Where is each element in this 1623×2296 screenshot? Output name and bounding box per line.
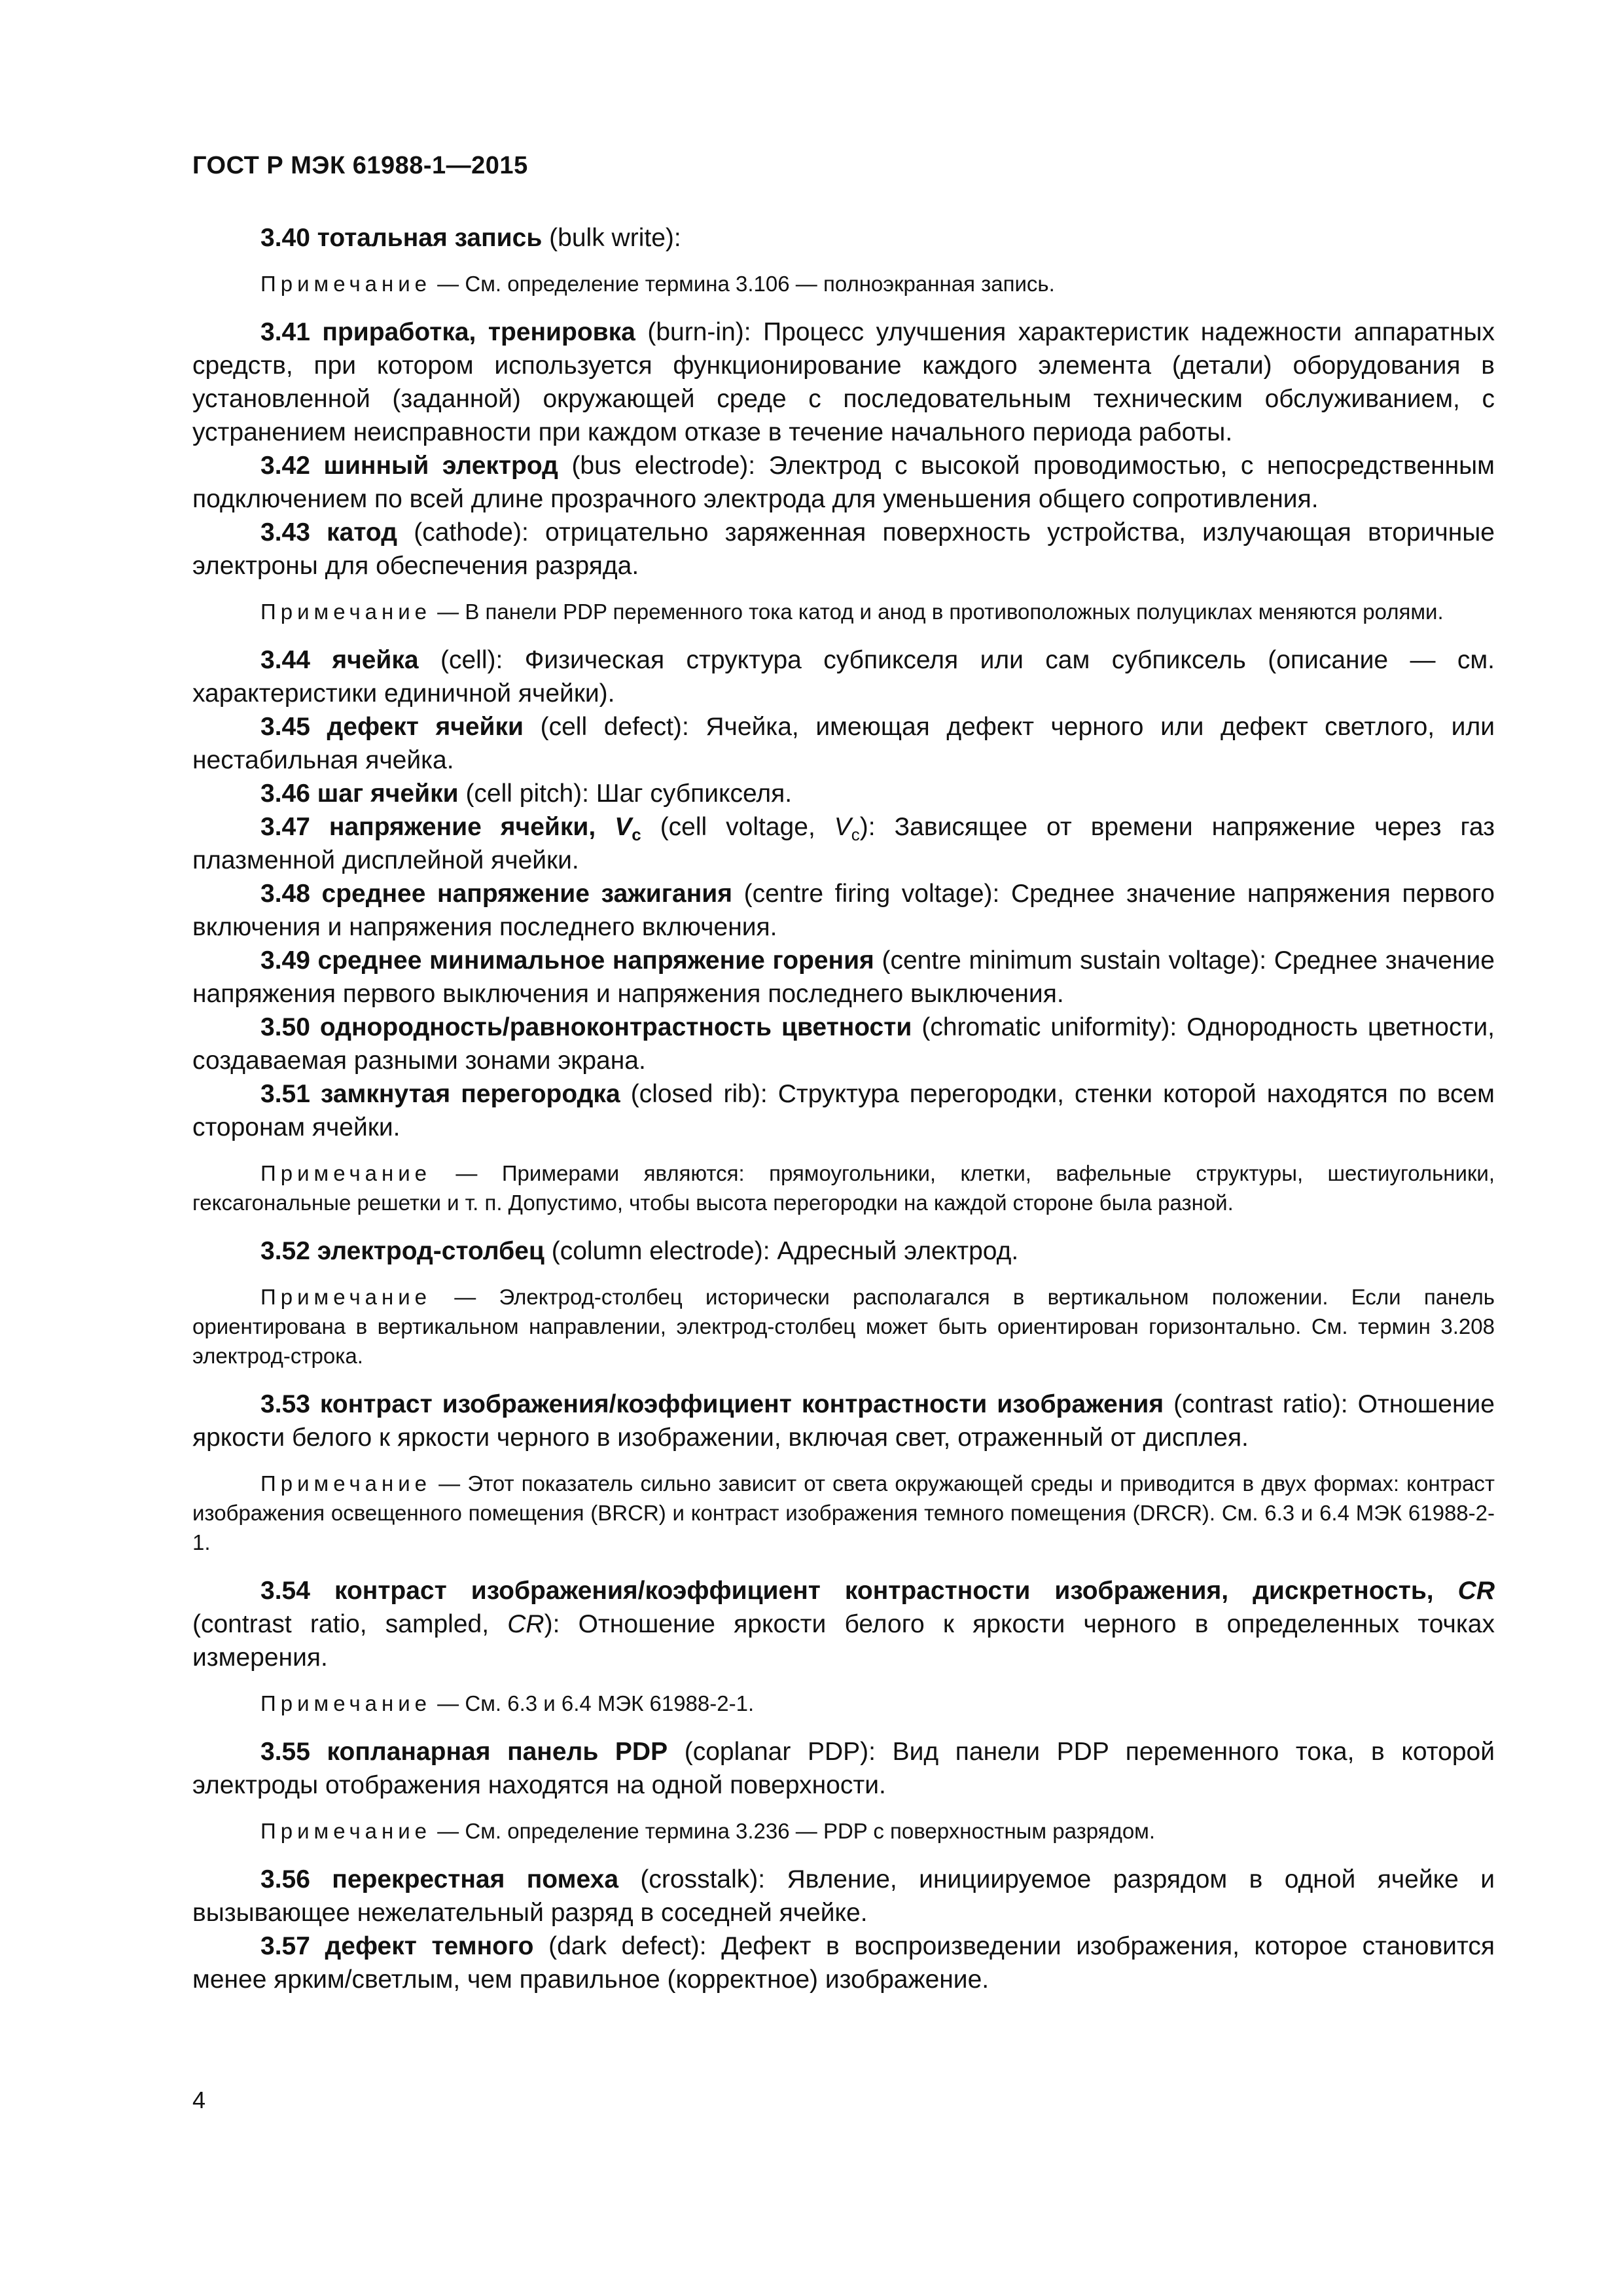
- note-dash: —: [431, 1471, 468, 1496]
- entry-definition: : Среднее значение напряжения первого включения и напряжения последнего включения.: [192, 880, 1495, 941]
- entry-term: дефект темного: [325, 1932, 534, 1960]
- entry-term: перекрестная помеха: [332, 1865, 619, 1893]
- entry-term: электрод-столбец: [317, 1237, 544, 1265]
- entry-english-symbol: V: [834, 813, 851, 841]
- running-header: ГОСТ Р МЭК 61988-1—2015: [192, 152, 528, 179]
- entry-term: контраст изображения/коэффициент контрастности изображения: [319, 1390, 1164, 1418]
- entry-definition: : Отношение яркости белого к яркости черного в изображении, включая свет, отраженный от дисплея.: [192, 1390, 1495, 1452]
- note-dash: —: [431, 600, 465, 624]
- entry-definition: : Явление, инициируемое разрядом в одной ячейке и вызывающее нежелательный разряд в соседней ячейке.: [192, 1865, 1495, 1927]
- entry-definition: : Физическая структура субпикселя или сам субпиксель (описание — см. характеристики единичной ячейки).: [192, 646, 1495, 708]
- entry-definition: : Структура перегородки, стенки которой находятся по всем сторонам ячейки.: [192, 1080, 1495, 1141]
- entry-english: (burn-in): [647, 318, 744, 346]
- entry-number: 3.53: [260, 1390, 310, 1418]
- note-label: Примечание: [260, 1691, 432, 1715]
- entry-3-50: [192, 1011, 1495, 1077]
- entry-english: (cell pitch): [465, 780, 582, 808]
- note-label: Примечание: [260, 1471, 432, 1496]
- page-number: 4: [192, 2087, 206, 2113]
- entry-number: 3.41: [260, 318, 310, 346]
- entry-definition: : Среднее значение напряжения первого выключения и напряжения последнего выключения.: [192, 946, 1495, 1008]
- note-text: В панели PDP переменного тока катод и анод в противоположных полуциклах меняются ролями.: [465, 600, 1444, 624]
- note-text: См. определение термина 3.236 — PDP с поверхностным разрядом.: [465, 1819, 1156, 1843]
- note-dash: —: [431, 1161, 502, 1185]
- entry-definition: : Шаг субпикселя.: [582, 780, 793, 808]
- entry-term: дефект ячейки: [327, 713, 524, 741]
- entry-definition: : Адресный электрод.: [762, 1237, 1019, 1265]
- entry-number: 3.54: [260, 1577, 310, 1605]
- entry-english-symbol: CR: [507, 1610, 544, 1638]
- note-dash: —: [431, 1285, 499, 1309]
- note-3-43: [192, 597, 1495, 626]
- note-text: Примерами являются: прямоугольники, клетки, вафельные структуры, шестиугольники, гексагональные решетки и т. п. Допустимо, чтобы высота перегородки на каждой стороне была разной.: [192, 1161, 1495, 1215]
- entry-symbol: V: [615, 813, 632, 841]
- entry-number: 3.44: [260, 646, 310, 674]
- entry-english: (cell defect): [540, 713, 682, 741]
- note-dash: —: [431, 1819, 465, 1843]
- note-text: См. 6.3 и 6.4 МЭК 61988-2-1.: [465, 1691, 755, 1715]
- note-3-51: [192, 1158, 1495, 1217]
- entry-definition: : отрицательно заряженная поверхность устройства, излучающая вторичные электроны для обеспечения разряда.: [192, 518, 1495, 580]
- entry-english: (cathode): [414, 518, 522, 547]
- entry-3-42: [192, 449, 1495, 516]
- note-3-40: [192, 269, 1495, 298]
- entry-definition: : Отношение яркости белого к яркости черного в определенных точках измерения.: [192, 1610, 1495, 1672]
- entry-english: (coplanar PDP): [684, 1738, 869, 1766]
- entry-english: (dark defect): [548, 1932, 700, 1960]
- note-3-54: [192, 1689, 1495, 1718]
- entry-3-54: [192, 1574, 1495, 1674]
- note-label: Примечание: [260, 1285, 432, 1309]
- entry-3-47: [192, 810, 1495, 877]
- entry-3-45: [192, 710, 1495, 777]
- note-label: Примечание: [260, 272, 432, 296]
- note-label: Примечание: [260, 1819, 432, 1843]
- entry-english: (bulk write): [549, 224, 674, 252]
- note-dash: —: [431, 272, 465, 296]
- entry-english-post: ): [544, 1610, 553, 1638]
- entry-english-pre: (cell voltage,: [660, 813, 815, 841]
- entry-english: (cell): [440, 646, 496, 674]
- entry-term: замкнутая перегородка: [320, 1080, 620, 1108]
- document-body: [192, 221, 1495, 1996]
- entry-english: (column electrode): [551, 1237, 763, 1265]
- entry-3-53: [192, 1388, 1495, 1454]
- entry-definition: : Зависящее от времени напряжение через газ плазменной дисплейной ячейки.: [192, 813, 1495, 874]
- entry-number: 3.46: [260, 780, 310, 808]
- entry-english: (chromatic uniformity): [921, 1013, 1170, 1041]
- entry-3-43: [192, 516, 1495, 583]
- note-text: Электрод-столбец исторически располагался в вертикальном положении. Если панель ориентирована в вертикальном направлении, электрод-столбец может быть ориентирован горизонтально. См. термин 3.208 электрод-строка.: [192, 1285, 1495, 1368]
- entry-term: ячейка: [332, 646, 419, 674]
- entry-number: 3.49: [260, 946, 310, 975]
- entry-3-46: [192, 777, 1495, 810]
- entry-english: (contrast ratio): [1173, 1390, 1341, 1418]
- entry-number: 3.56: [260, 1865, 310, 1893]
- entry-term: контраст изображения/коэффициент контрастности изображения, дискретность,: [334, 1577, 1434, 1605]
- note-dash: —: [431, 1691, 465, 1715]
- entry-english: (crosstalk): [640, 1865, 758, 1893]
- entry-english: (centre minimum sustain voltage): [882, 946, 1260, 975]
- entry-definition: : Вид панели PDP переменного тока, в которой электроды отображения находятся на одной поверхности.: [192, 1738, 1495, 1799]
- note-label: Примечание: [260, 600, 432, 624]
- note-text: Этот показатель сильно зависит от света окружающей среды и приводится в двух формах: контраст изображения освещенного помещения (BRCR) и контраст изображения темного помещения (DRCR). См. 6.3 и 6.4 МЭК 61988-2-1.: [192, 1471, 1495, 1554]
- entry-term: среднее минимальное напряжение горения: [317, 946, 874, 975]
- entry-english: (bus electrode): [571, 452, 749, 480]
- entry-3-52: [192, 1234, 1495, 1268]
- entry-number: 3.48: [260, 880, 310, 908]
- entry-definition: : Однородность цветности, создаваемая разными зонами экрана.: [192, 1013, 1495, 1075]
- entry-term: шинный электрод: [323, 452, 558, 480]
- entry-term: приработка, тренировка: [322, 318, 635, 346]
- note-3-55: [192, 1816, 1495, 1846]
- entry-symbol: CR: [1457, 1577, 1495, 1605]
- entry-term: тотальная запись: [317, 224, 543, 252]
- entry-3-57: [192, 1929, 1495, 1996]
- entry-definition: : Процесс улучшения характеристик надежности аппаратных средств, при котором используется функционирование каждого элемента (детали) оборудования в установленной (заданной) окружающей среде с последовательным техническим обслуживанием, с устранением неисправности при каждом отказе в течение начального периода работы.: [192, 318, 1495, 446]
- entry-english-pre: (contrast ratio, sampled,: [192, 1610, 490, 1638]
- entry-definition: : Дефект в воспроизведении изображения, которое становится менее ярким/светлым, чем правильное (корректное) изображение.: [192, 1932, 1495, 1994]
- entry-number: 3.47: [260, 813, 310, 841]
- entry-3-40: [192, 221, 1495, 255]
- entry-3-44: [192, 643, 1495, 710]
- entry-term: катод: [327, 518, 397, 547]
- entry-term: шаг ячейки: [317, 780, 459, 808]
- entry-english: (centre firing voltage): [743, 880, 993, 908]
- note-3-53: [192, 1469, 1495, 1557]
- entry-number: 3.45: [260, 713, 310, 741]
- entry-number: 3.52: [260, 1237, 310, 1265]
- entry-term: среднее напряжение зажигания: [321, 880, 732, 908]
- entry-english-symbol-sub: c: [851, 825, 860, 844]
- entry-number: 3.57: [260, 1932, 310, 1960]
- entry-3-51: [192, 1077, 1495, 1144]
- entry-definition: :: [673, 224, 681, 252]
- entry-number: 3.50: [260, 1013, 310, 1041]
- entry-3-41: [192, 315, 1495, 449]
- entry-3-56: [192, 1863, 1495, 1929]
- entry-3-55: [192, 1735, 1495, 1802]
- entry-number: 3.40: [260, 224, 310, 252]
- entry-3-48: [192, 877, 1495, 944]
- entry-english-post: ): [859, 813, 868, 841]
- entry-3-49: [192, 944, 1495, 1011]
- entry-symbol-sub: c: [632, 825, 641, 844]
- entry-term: однородность/равноконтрастность цветности: [319, 1013, 912, 1041]
- entry-definition: : Ячейка, имеющая дефект черного или дефект светлого, или нестабильная ячейка.: [192, 713, 1495, 774]
- entry-term: копланарная панель PDP: [327, 1738, 668, 1766]
- entry-definition: : Электрод с высокой проводимостью, с непосредственным подключением по всей длине прозрачного электрода для уменьшения общего сопротивления.: [192, 452, 1495, 513]
- entry-number: 3.55: [260, 1738, 310, 1766]
- note-text: См. определение термина 3.106 — полноэкранная запись.: [465, 272, 1055, 296]
- note-3-52: [192, 1282, 1495, 1371]
- entry-term: напряжение ячейки,: [329, 813, 596, 841]
- note-label: Примечание: [260, 1161, 432, 1185]
- entry-number: 3.51: [260, 1080, 310, 1108]
- entry-number: 3.43: [260, 518, 310, 547]
- entry-number: 3.42: [260, 452, 310, 480]
- entry-english: (closed rib): [630, 1080, 760, 1108]
